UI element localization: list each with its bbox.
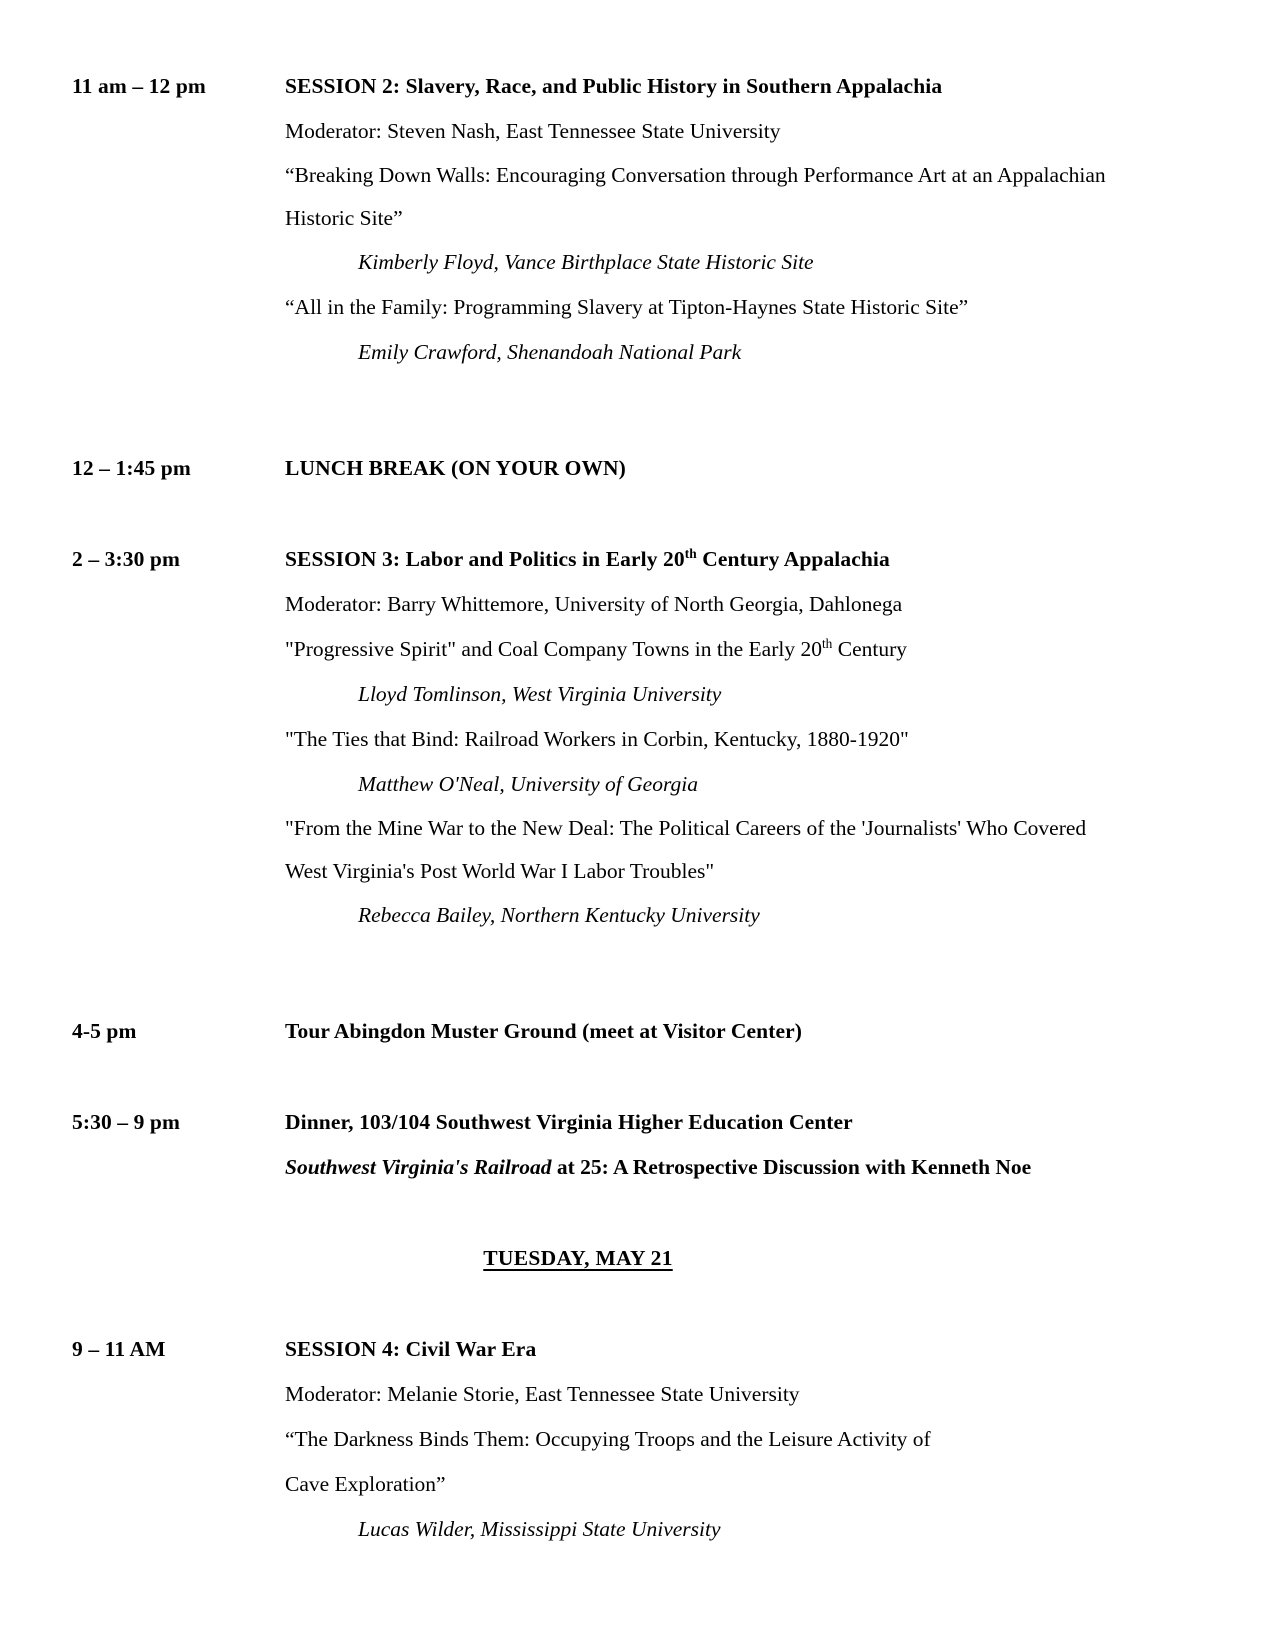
schedule-entry-tour — [72, 1009, 1132, 1054]
session-title: SESSION 4: Civil War Era — [285, 1337, 537, 1361]
session-title-before: SESSION 3: Labor and Politics in Early 20 — [285, 547, 685, 571]
entry-body — [285, 1327, 1132, 1552]
entry-body — [285, 1100, 1132, 1190]
entry-body — [285, 446, 1132, 491]
session-moderator: Moderator: Barry Whittemore, University of North Georgia, Dahlonega — [285, 592, 903, 616]
session-title: LUNCH BREAK (ON YOUR OWN) — [285, 456, 626, 480]
program-content — [72, 64, 1132, 1552]
schedule-entry-lunch-break — [72, 446, 1132, 491]
schedule-entry-session-3 — [72, 537, 1132, 938]
schedule-entry-session-2 — [72, 64, 1132, 375]
entry-body — [285, 64, 1132, 375]
section-spacer — [72, 375, 1132, 446]
paper-presenter: Emily Crawford, Shenandoah National Park — [358, 340, 742, 364]
publication-title: Southwest Virginia's Railroad — [285, 1155, 552, 1179]
paper-presenter: Matthew O'Neal, University of Georgia — [358, 772, 698, 796]
ordinal-superscript: th — [684, 545, 697, 561]
session-moderator: Moderator: Steven Nash, East Tennessee State University — [285, 119, 781, 143]
session-title: SESSION 2: Slavery, Race, and Public History in Southern Appalachia — [285, 74, 943, 98]
entry-body — [285, 537, 1132, 938]
session-moderator: Moderator: Melanie Storie, East Tennessee State University — [285, 1382, 800, 1406]
paper-title-line-2: Cave Exploration” — [285, 1472, 446, 1496]
paper-title: "The Ties that Bind: Railroad Workers in Corbin, Kentucky, 1880-1920" — [285, 727, 909, 751]
day-heading-label: TUESDAY, MAY 21 — [483, 1246, 673, 1270]
paper-title: "From the Mine War to the New Deal: The Political Careers of the 'Journalists' Who Covered West Virginia's Post World War I Labor Troubles" — [285, 816, 1087, 883]
paper-title: “All in the Family: Programming Slavery at Tipton-Haynes State Historic Site” — [285, 295, 969, 319]
entry-body — [285, 1009, 1132, 1054]
paper-presenter: Kimberly Floyd, Vance Birthplace State Historic Site — [358, 250, 814, 274]
section-spacer — [72, 1190, 1132, 1236]
paper-title-line-1: “The Darkness Binds Them: Occupying Troops and the Leisure Activity of — [285, 1427, 931, 1451]
paper-presenter: Rebecca Bailey, Northern Kentucky University — [358, 903, 760, 927]
session-title: Tour Abingdon Muster Ground (meet at Visitor Center) — [285, 1019, 803, 1043]
dinner-program-subtitle — [285, 1145, 1132, 1190]
entry-time: 11 am – 12 pm — [72, 74, 206, 98]
entry-time: 12 – 1:45 pm — [72, 456, 191, 480]
paper-title — [285, 627, 1132, 672]
section-spacer — [72, 1054, 1132, 1100]
paper-title-before: "Progressive Spirit" and Coal Company Towns in the Early 20 — [285, 637, 822, 661]
entry-time: 4-5 pm — [72, 1019, 137, 1043]
entry-time: 2 – 3:30 pm — [72, 547, 181, 571]
schedule-entry-dinner — [72, 1100, 1132, 1190]
paper-presenter: Lucas Wilder, Mississippi State University — [358, 1517, 721, 1541]
paper-title-after: Century — [832, 637, 908, 661]
paper-presenter: Lloyd Tomlinson, West Virginia University — [358, 682, 722, 706]
day-heading — [72, 1236, 1132, 1281]
section-spacer — [72, 1281, 1132, 1327]
publication-subtitle-rest: at 25: A Retrospective Discussion with Kenneth Noe — [551, 1155, 1032, 1179]
session-title: Dinner, 103/104 Southwest Virginia Higher Education Center — [285, 1110, 853, 1134]
section-spacer — [72, 938, 1132, 1009]
entry-time: 9 – 11 AM — [72, 1337, 166, 1361]
entry-time: 5:30 – 9 pm — [72, 1110, 181, 1134]
section-spacer — [72, 491, 1132, 537]
ordinal-superscript: th — [821, 635, 833, 651]
paper-title: “Breaking Down Walls: Encouraging Conversation through Performance Art at an Appalachian Historic Site” — [285, 163, 1106, 230]
schedule-entry-session-4 — [72, 1327, 1132, 1552]
session-title — [285, 537, 1132, 582]
session-title-after: Century Appalachia — [696, 547, 890, 571]
